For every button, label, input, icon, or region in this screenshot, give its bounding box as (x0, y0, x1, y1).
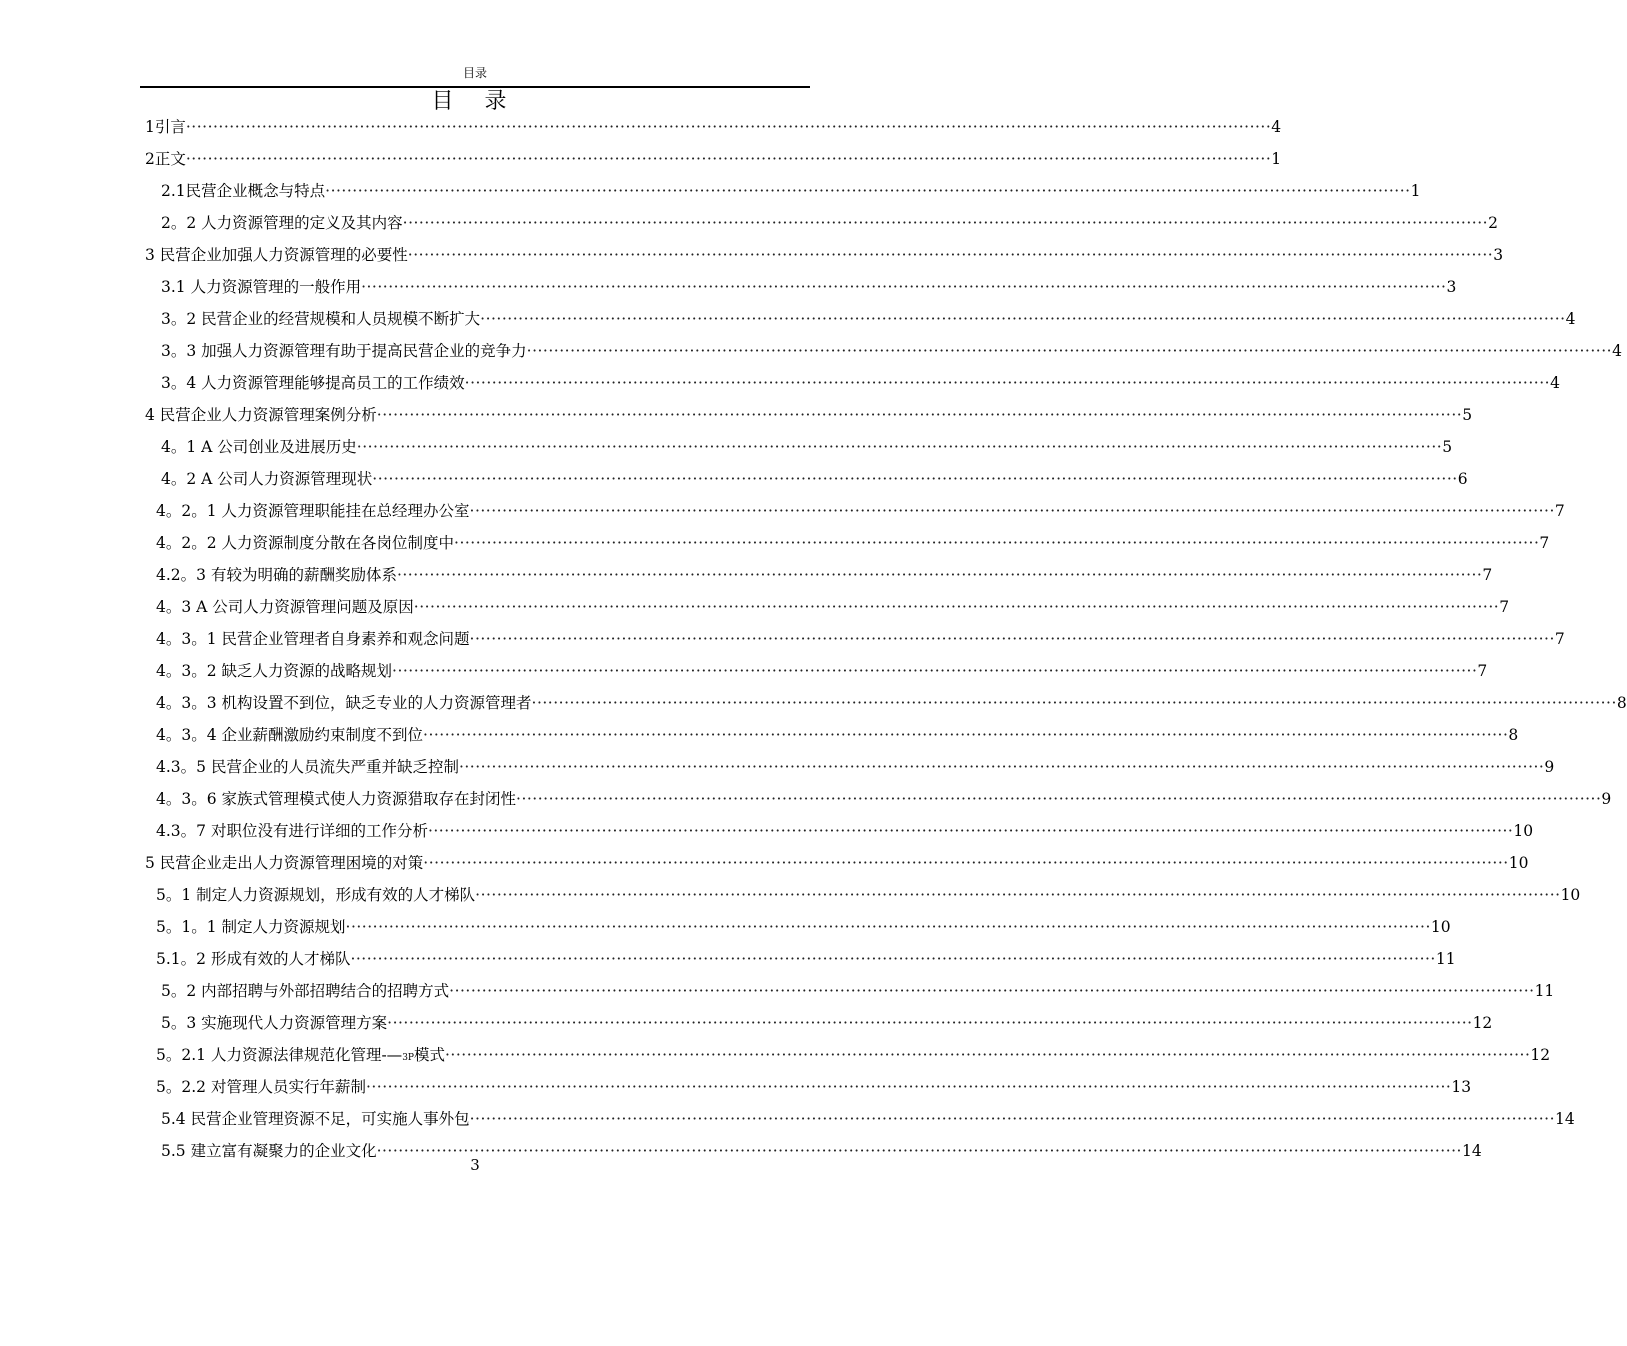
toc-entry[interactable]: 2正文 ········································································································································································································ 1 (145, 150, 1282, 168)
dot-leader: ········································································································································································································ (516, 790, 1602, 808)
toc-entry[interactable]: 3。3 加强人力资源管理有助于提高民营企业的竞争力 ········································································································································································································ 4 (161, 342, 1622, 360)
dot-leader: ········································································································································································································ (392, 662, 1478, 680)
dot-leader: ········································································································································································································ (376, 406, 1463, 424)
toc-entry[interactable]: 5.5 建立富有凝聚力的企业文化 ········································································································································································································ 14 (161, 1142, 1482, 1160)
toc-entry[interactable]: 3 民营企业加强人力资源管理的必要性 ········································································································································································································ 3 (145, 246, 1504, 264)
toc-entry[interactable]: 2.1民营企业概念与特点 ········································································································································································································ 1 (161, 182, 1421, 200)
toc-entry[interactable]: 4.3。5 民营企业的人员流失严重并缺乏控制 ········································································································································································································ 9 (156, 758, 1555, 776)
dot-leader: ········································································································································································································ (413, 598, 1500, 616)
dot-leader: ········································································································································································································ (402, 214, 1489, 232)
dot-leader: ········································································································································································································ (396, 566, 1483, 584)
toc-entry[interactable]: 4。3。1 民营企业管理者自身素养和观念问题 ········································································································································································································ 7 (156, 630, 1565, 648)
dot-leader: ········································································································································································································ (365, 1078, 1452, 1096)
toc-entry[interactable]: 5。3 实施现代人力资源管理方案 ········································································································································································································ 12 (161, 1014, 1493, 1032)
toc-entry[interactable]: 5.4 民营企业管理资源不足，可实施人事外包 ········································································································································································································ 14 (161, 1110, 1575, 1128)
toc-entry[interactable]: 5.1。2 形成有效的人才梯队 ········································································································································································································ 11 (156, 950, 1456, 968)
dot-leader: ········································································································································································································ (423, 726, 1509, 744)
dot-leader: ········································································································································································································ (469, 630, 1555, 648)
toc-entry[interactable]: 2。2 人力资源管理的定义及其内容 ········································································································································································································ 2 (161, 214, 1498, 232)
toc-entry[interactable]: 3。4 人力资源管理能够提高员工的工作绩效 ········································································································································································································ 4 (161, 374, 1560, 392)
dot-leader: ········································································································································································································ (475, 886, 1561, 904)
toc-entry[interactable]: 4。2。2 人力资源制度分散在各岗位制度中 ········································································································································································································ 7 (156, 534, 1550, 552)
toc-entry[interactable]: 5 民营企业走出人力资源管理困境的对策 ········································································································································································································ 10 (145, 854, 1529, 872)
toc-entry[interactable]: 4。3。6 家族式管理模式使人力资源猎取存在封闭性 ········································································································································································································ 9 (156, 790, 1612, 808)
page-number: 3 (470, 1156, 480, 1174)
dot-leader: ········································································································································································································ (407, 246, 1494, 264)
dot-leader: ········································································································································································································ (526, 342, 1613, 360)
toc-entry[interactable]: 4 民营企业人力资源管理案例分析 ········································································································································································································ 5 (145, 406, 1473, 424)
dot-leader: ········································································································································································································ (454, 534, 1540, 552)
dot-leader: ········································································································································································································ (480, 310, 1566, 328)
dot-leader: ········································································································································································································ (449, 982, 1535, 1000)
dot-leader: ········································································································································································································ (423, 854, 1509, 872)
dot-leader: ········································································································································································································ (356, 438, 1443, 456)
toc-entry[interactable]: 4。1 A 公司创业及进展历史 ········································································································································································································ 5 (161, 438, 1453, 456)
toc-entry[interactable]: 4。3。2 缺乏人力资源的战略规划 ········································································································································································································ 7 (156, 662, 1488, 680)
dot-leader: ········································································································································································································ (445, 1046, 1531, 1064)
toc-entry[interactable]: 5。2.2 对管理人员实行年薪制 ········································································································································································································ 13 (156, 1078, 1472, 1096)
toc-entry[interactable]: 4。3。4 企业薪酬激励约束制度不到位 ········································································································································································································ 8 (156, 726, 1519, 744)
dot-leader: ········································································································································································································ (469, 1110, 1555, 1128)
dot-leader: ········································································································································································································ (185, 150, 1272, 168)
toc-entry[interactable]: 4。3 A 公司人力资源管理问题及原因 ········································································································································································································ 7 (156, 598, 1510, 616)
dot-leader: ········································································································································································································ (458, 758, 1545, 776)
dot-leader: ········································································································································································································ (469, 502, 1555, 520)
toc-entry[interactable]: 5。2 内部招聘与外部招聘结合的招聘方式 ········································································································································································································ 11 (161, 982, 1555, 1000)
toc-entry[interactable]: 5。1。1 制定人力资源规划 ········································································································································································································ 10 (156, 918, 1451, 936)
dot-leader: ········································································································································································································ (387, 1014, 1473, 1032)
toc-entry[interactable]: 4.2。3 有较为明确的薪酬奖励体系 ········································································································································································································ 7 (156, 566, 1493, 584)
toc-entry[interactable]: 5。1 制定人力资源规划，形成有效的人才梯队 ········································································································································································································ 10 (156, 886, 1581, 904)
toc-entry[interactable]: 5。2.1 人力资源法律规范化管理-—3P模式 ········································································································································································································ 12 (156, 1046, 1551, 1064)
dot-leader: ········································································································································································································ (361, 278, 1447, 296)
toc-entry[interactable]: 1引言 ········································································································································································································ 4 (145, 118, 1282, 136)
dot-leader: ········································································································································································································ (372, 470, 1458, 488)
dot-leader: ········································································································································································································ (531, 694, 1617, 712)
toc-entry[interactable]: 4。2 A 公司人力资源管理现状 ········································································································································································································ 6 (161, 470, 1468, 488)
dot-leader: ········································································································································································································ (185, 118, 1272, 136)
dot-leader: ········································································································································································································ (427, 822, 1514, 840)
dot-leader: ········································································································································································································ (345, 918, 1431, 936)
toc-entry[interactable]: 3.1 人力资源管理的一般作用 ········································································································································································································ 3 (161, 278, 1457, 296)
toc-entry[interactable]: 3。2 民营企业的经营规模和人员规模不断扩大 ········································································································································································································ 4 (161, 310, 1576, 328)
dot-leader: ········································································································································································································ (464, 374, 1551, 392)
toc-title: 目 录 (431, 89, 519, 114)
running-header: 目录 (462, 66, 487, 80)
toc-entry[interactable]: 4.3。7 对职位没有进行详细的工作分析 ········································································································································································································ 10 (156, 822, 1534, 840)
dot-leader: ········································································································································································································ (325, 182, 1411, 200)
toc-entry[interactable]: 4。2。1 人力资源管理职能挂在总经理办公室 ········································································································································································································ 7 (156, 502, 1565, 520)
dot-leader: ········································································································································································································ (350, 950, 1436, 968)
toc-entry[interactable]: 4。3。3 机构设置不到位，缺乏专业的人力资源管理者 ········································································································································································································ 8 (156, 694, 1627, 712)
dot-leader: ········································································································································································································ (376, 1142, 1462, 1160)
